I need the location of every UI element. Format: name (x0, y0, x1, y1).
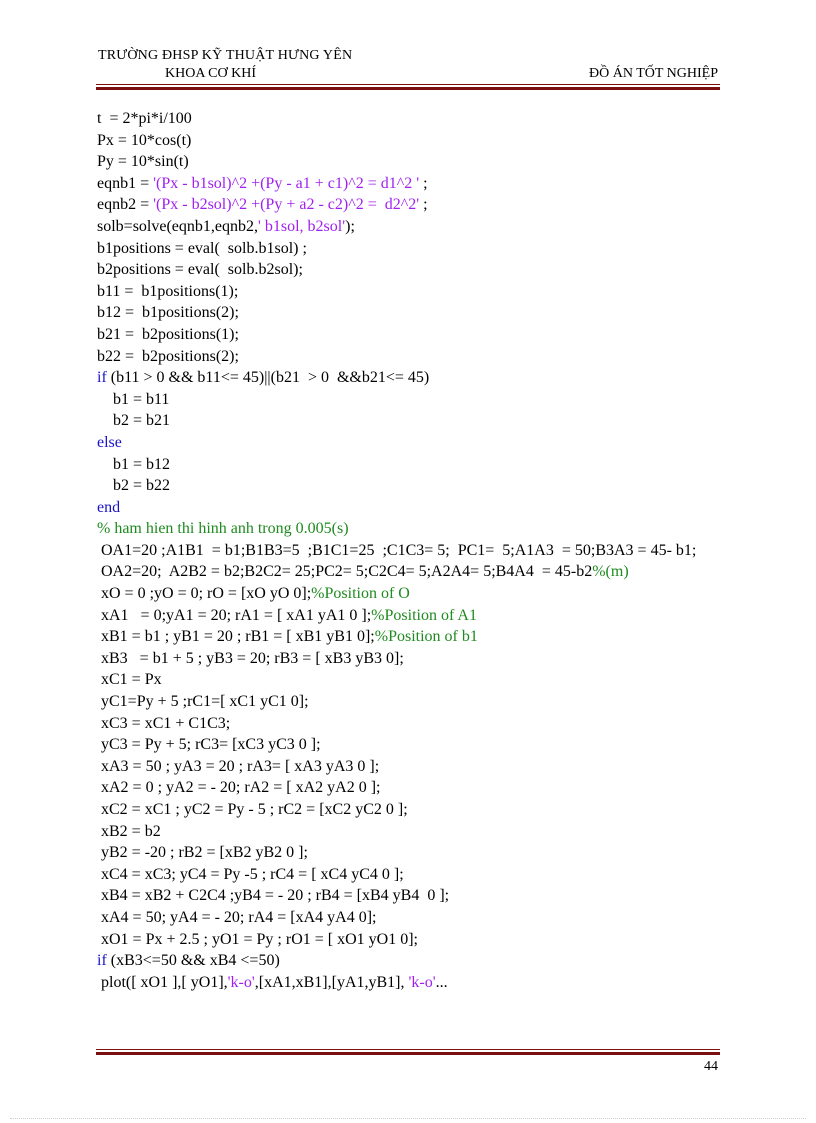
code-text: ; (419, 174, 428, 192)
code-text: xB3 = b1 + 5 ; yB3 = 20; rB3 = [ xB3 yB3 0]; (97, 649, 404, 667)
code-text: b12 = b1positions(2); (97, 304, 239, 322)
code-text: ... (435, 973, 448, 991)
code-line (97, 842, 722, 864)
code-line (97, 238, 722, 260)
code-text: OA2=20; A2B2 = b2;B2C2= 25;PC2= 5;C2C4= 5;A2A4= 5;B4A4 = 45-b2 (97, 563, 593, 581)
code-line (97, 540, 722, 562)
code-line (97, 605, 722, 627)
code-text: plot([ xO1 ],[ yO1], (97, 973, 228, 991)
code-text: xA1 = 0;yA1 = 20; rA1 = [ xA1 yA1 0 ]; (97, 606, 372, 624)
code-string: '(Px - b1sol)^2 +(Py - a1 + c1)^2 = d1^2 ' (153, 174, 420, 192)
code-line (97, 691, 722, 713)
code-text: xB2 = b2 (97, 822, 161, 840)
code-text: ; (419, 196, 428, 214)
code-line (97, 324, 722, 346)
header-school: TRƯỜNG ĐHSP KỸ THUẬT HƯNG YÊN (98, 48, 353, 63)
code-line (97, 929, 722, 951)
code-text: xA3 = 50 ; yA3 = 20 ; rA3= [ xA3 yA3 0 ]; (97, 757, 380, 775)
code-comment: %Position of O (311, 585, 410, 603)
code-comment: %(m) (592, 563, 629, 581)
header-rule-thin (96, 84, 720, 85)
code-text: t = 2*pi*i/100 (97, 110, 192, 127)
code-string: ' b1sol, b2sol' (258, 217, 346, 235)
code-text: xC4 = xC3; yC4 = Py -5 ; rC4 = [ xC4 yC4 0 ]; (97, 865, 404, 883)
page-number: 44 (704, 1059, 718, 1074)
code-text: xA2 = 0 ; yA2 = - 20; rA2 = [ xA2 yA2 0 ]; (97, 779, 381, 797)
footer-rule-thick (96, 1052, 720, 1055)
code-comment: % ham hien thi hinh anh trong 0.005(s) (97, 520, 349, 538)
code-text: (b11 > 0 && b11<= 45)||(b21 > 0 &&b21<= 45) (106, 369, 430, 387)
code-line (97, 454, 722, 476)
code-line (97, 885, 722, 907)
code-keyword: else (97, 433, 122, 451)
code-line (97, 583, 722, 605)
header-doc-type: ĐỒ ÁN TỐT NGHIỆP (589, 66, 718, 81)
code-line (97, 389, 722, 411)
code-keyword: end (97, 498, 121, 516)
code-line (97, 194, 722, 216)
code-text: ,[xA1,xB1],[yA1,yB1], (254, 973, 409, 991)
code-text: eqnb1 = (97, 174, 154, 192)
code-string: '(Px - b2sol)^2 +(Py + a2 - c2)^2 = d2^2' (153, 196, 420, 214)
footer-rule-thin (96, 1049, 720, 1050)
header-rule-thick (96, 87, 720, 90)
code-keyword: if (97, 369, 107, 387)
code-line (97, 972, 722, 994)
code-text: xO1 = Px + 2.5 ; yO1 = Py ; rO1 = [ xO1 yO1 0]; (97, 930, 418, 948)
code-line (97, 367, 722, 389)
code-line (97, 821, 722, 843)
code-line (97, 799, 722, 821)
code-text: solb=solve(eqnb1,eqnb2, (97, 217, 258, 235)
code-text: b2positions = eval( solb.b2sol); (97, 261, 303, 279)
code-text: b2 = b21 (97, 412, 171, 430)
code-line (97, 281, 722, 303)
code-text: b1 = b11 (97, 390, 170, 408)
code-listing (97, 108, 722, 993)
code-line (97, 216, 722, 238)
code-text: xO = 0 ;yO = 0; rO = [xO yO 0]; (97, 585, 312, 603)
code-text: xA4 = 50; yA4 = - 20; rA4 = [xA4 yA4 0]; (97, 908, 377, 926)
code-line (97, 756, 722, 778)
code-text: eqnb2 = (97, 196, 154, 214)
code-text: b1positions = eval( solb.b1sol) ; (97, 239, 307, 257)
code-text: (xB3<=50 && xB4 <=50) (106, 952, 280, 970)
code-line (97, 130, 722, 152)
code-text: Py = 10*sin(t) (97, 153, 189, 171)
code-text: b1 = b12 (97, 455, 171, 473)
code-line (97, 346, 722, 368)
code-line (97, 173, 722, 195)
code-line (97, 950, 722, 972)
code-keyword: if (97, 952, 107, 970)
code-line (97, 410, 722, 432)
code-text: xB4 = xB2 + C2C4 ;yB4 = - 20 ; rB4 = [xB4 yB4 0 ]; (97, 887, 450, 905)
code-line (97, 713, 722, 735)
code-text: xC2 = xC1 ; yC2 = Py - 5 ; rC2 = [xC2 yC2 0 ]; (97, 801, 408, 818)
page-edge-dotted-line (10, 1118, 806, 1119)
code-line (97, 561, 722, 583)
code-line (97, 907, 722, 929)
code-line (97, 777, 722, 799)
code-comment: %Position of A1 (371, 606, 477, 624)
code-text: Px = 10*cos(t) (97, 131, 192, 149)
code-text: b21 = b2positions(1); (97, 325, 239, 343)
code-text: b2 = b22 (97, 477, 171, 495)
code-line (97, 151, 722, 173)
code-text: xC3 = xC1 + C1C3; (97, 714, 231, 732)
code-text: yC1=Py + 5 ;rC1=[ xC1 yC1 0]; (97, 693, 309, 711)
code-comment: %Position of b1 (374, 628, 478, 646)
code-line (97, 475, 722, 497)
code-text: ); (345, 217, 355, 235)
code-text: OA1=20 ;A1B1 = b1;B1B3=5 ;B1C1=25 ;C1C3= 5; PC1= 5;A1A3 = 50;B3A3 = 45- b1; (97, 541, 697, 559)
code-line (97, 734, 722, 756)
code-line (97, 108, 722, 130)
code-line (97, 259, 722, 281)
code-text: xB1 = b1 ; yB1 = 20 ; rB1 = [ xB1 yB1 0]; (97, 628, 375, 646)
code-text: yB2 = -20 ; rB2 = [xB2 yB2 0 ]; (97, 844, 308, 862)
code-line (97, 302, 722, 324)
code-line (97, 648, 722, 670)
code-text: b11 = b1positions(1); (97, 282, 239, 300)
code-string: 'k-o' (408, 973, 436, 991)
code-line (97, 864, 722, 886)
code-line (97, 518, 722, 540)
code-text: yC3 = Py + 5; rC3= [xC3 yC3 0 ]; (97, 736, 321, 754)
code-string: 'k-o' (227, 973, 255, 991)
code-line (97, 432, 722, 454)
code-text: b22 = b2positions(2); (97, 347, 239, 365)
code-line (97, 497, 722, 519)
header-faculty: KHOA CƠ KHÍ (165, 66, 256, 81)
code-line (97, 626, 722, 648)
code-line (97, 669, 722, 691)
code-text: xC1 = Px (97, 671, 162, 689)
